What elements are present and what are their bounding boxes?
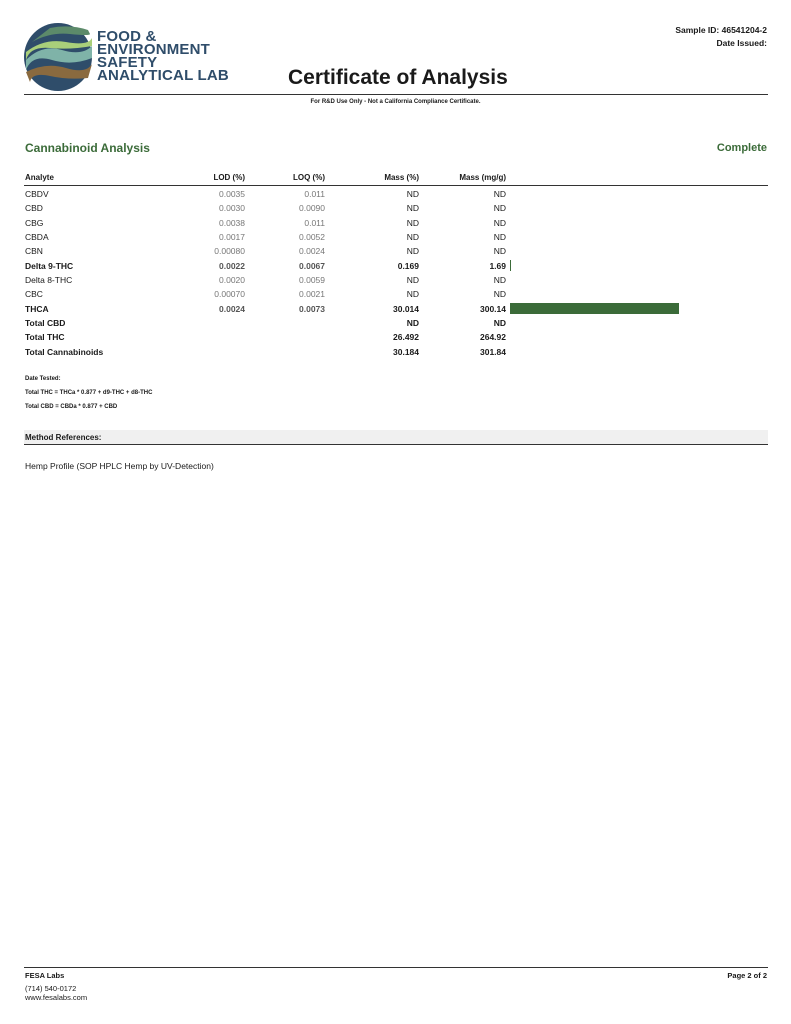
footer-company: FESA Labs bbox=[25, 971, 65, 980]
section-title: Cannabinoid Analysis bbox=[25, 141, 150, 155]
mass-mg-value: ND bbox=[493, 289, 506, 299]
analyte-name: Total THC bbox=[25, 332, 65, 342]
analyte-name: Total CBD bbox=[25, 318, 66, 328]
footer-divider bbox=[24, 967, 768, 968]
logo-text-line: FOOD & bbox=[97, 28, 157, 45]
mass-mg-value: ND bbox=[493, 189, 506, 199]
column-header-loq: LOQ (%) bbox=[293, 173, 325, 182]
analyte-name: CBC bbox=[25, 289, 43, 299]
lod-value: 0.0035 bbox=[219, 189, 245, 199]
mass-pct-value: ND bbox=[406, 318, 419, 328]
mass-mg-value: 1.69 bbox=[489, 261, 506, 271]
loq-value: 0.011 bbox=[304, 218, 325, 228]
mass-mg-value: ND bbox=[493, 218, 506, 228]
total-thc-formula: Total THC = THCa * 0.877 + d9-THC + d8-THC bbox=[25, 390, 153, 396]
mass-pct-value: 30.184 bbox=[393, 347, 419, 357]
analyte-name: CBDV bbox=[25, 189, 49, 199]
mass-pct-value: ND bbox=[406, 232, 419, 242]
mass-mg-value: ND bbox=[493, 232, 506, 242]
loq-value: 0.0090 bbox=[299, 203, 325, 213]
table-row bbox=[0, 260, 791, 274]
analyte-name: Total Cannabinoids bbox=[25, 347, 104, 357]
logo-text-line: ANALYTICAL LAB bbox=[97, 67, 229, 84]
loq-value: 0.0059 bbox=[299, 275, 325, 285]
mass-pct-value: ND bbox=[406, 246, 419, 256]
column-header-analyte: Analyte bbox=[25, 173, 54, 182]
mass-pct-value: 30.014 bbox=[393, 304, 419, 314]
mass-pct-value: ND bbox=[406, 218, 419, 228]
table-row bbox=[0, 317, 791, 331]
column-header-mass-mg: Mass (mg/g) bbox=[459, 173, 506, 182]
column-header-mass-pct: Mass (%) bbox=[384, 173, 419, 182]
mass-mg-value: ND bbox=[493, 318, 506, 328]
date-tested-label: Date Tested: bbox=[25, 376, 61, 382]
table-header-divider bbox=[24, 185, 768, 186]
mass-mg-value: ND bbox=[493, 203, 506, 213]
footer-phone: (714) 540-0172 bbox=[25, 984, 77, 993]
fesa-logo-icon bbox=[22, 22, 94, 92]
loq-value: 0.0024 bbox=[299, 246, 325, 256]
mass-mg-value: ND bbox=[493, 246, 506, 256]
lod-value: 0.0038 bbox=[219, 218, 245, 228]
mass-bar bbox=[510, 303, 679, 314]
date-issued: Date Issued: bbox=[716, 38, 767, 48]
table-row bbox=[0, 303, 791, 317]
table-row bbox=[0, 274, 791, 288]
mass-bar bbox=[510, 260, 511, 271]
total-cbd-formula: Total CBD = CBDa * 0.877 + CBD bbox=[25, 404, 118, 410]
loq-value: 0.0021 bbox=[299, 289, 325, 299]
lod-value: 0.00070 bbox=[214, 289, 245, 299]
analyte-name: CBDA bbox=[25, 232, 49, 242]
analyte-name: CBD bbox=[25, 203, 43, 213]
table-row bbox=[0, 245, 791, 259]
sample-id: Sample ID: 46541204-2 bbox=[675, 25, 767, 35]
lod-value: 0.00080 bbox=[214, 246, 245, 256]
logo-text-line: ENVIRONMENT bbox=[97, 41, 211, 58]
loq-value: 0.0073 bbox=[299, 304, 325, 314]
mass-pct-value: ND bbox=[406, 203, 419, 213]
mass-pct-value: ND bbox=[406, 189, 419, 199]
method-references-title: Method References: bbox=[25, 433, 102, 442]
footer-website: www.fesalabs.com bbox=[25, 993, 88, 1002]
lod-value: 0.0024 bbox=[219, 304, 245, 314]
loq-value: 0.0067 bbox=[299, 261, 325, 271]
analyte-name: CBG bbox=[25, 218, 44, 228]
analyte-name: Delta 9-THC bbox=[25, 261, 74, 271]
analyte-name: THCA bbox=[25, 304, 49, 314]
mass-mg-value: 301.84 bbox=[480, 347, 506, 357]
table-row bbox=[0, 331, 791, 345]
header-divider bbox=[24, 94, 768, 95]
lod-value: 0.0020 bbox=[219, 275, 245, 285]
mass-mg-value: ND bbox=[493, 275, 506, 285]
disclaimer: For R&D Use Only - Not a California Compliance Certificate. bbox=[310, 99, 481, 105]
column-header-lod: LOD (%) bbox=[213, 173, 245, 182]
mass-mg-value: 300.14 bbox=[480, 304, 506, 314]
table-row bbox=[0, 231, 791, 245]
page-number: Page 2 of 2 bbox=[727, 971, 767, 980]
method-reference-text: Hemp Profile (SOP HPLC Hemp by UV-Detection) bbox=[25, 461, 214, 471]
table-row bbox=[0, 188, 791, 202]
analyte-name: CBN bbox=[25, 246, 43, 256]
loq-value: 0.0052 bbox=[299, 232, 325, 242]
table-row bbox=[0, 288, 791, 302]
logo-text-line: SAFETY bbox=[97, 54, 158, 71]
status-label: Complete bbox=[716, 142, 767, 154]
mass-pct-value: 26.492 bbox=[393, 332, 419, 342]
loq-value: 0.011 bbox=[304, 189, 325, 199]
lod-value: 0.0017 bbox=[219, 232, 245, 242]
mass-pct-value: 0.169 bbox=[397, 261, 419, 271]
lod-value: 0.0030 bbox=[219, 203, 245, 213]
table-row bbox=[0, 217, 791, 231]
table-row bbox=[0, 346, 791, 360]
mass-pct-value: ND bbox=[406, 275, 419, 285]
lod-value: 0.0022 bbox=[219, 261, 245, 271]
mass-pct-value: ND bbox=[406, 289, 419, 299]
mass-mg-value: 264.92 bbox=[480, 332, 506, 342]
document-title: Certificate of Analysis bbox=[288, 66, 508, 89]
analyte-name: Delta 8-THC bbox=[25, 275, 73, 285]
table-row bbox=[0, 202, 791, 216]
method-references-band bbox=[24, 430, 768, 445]
